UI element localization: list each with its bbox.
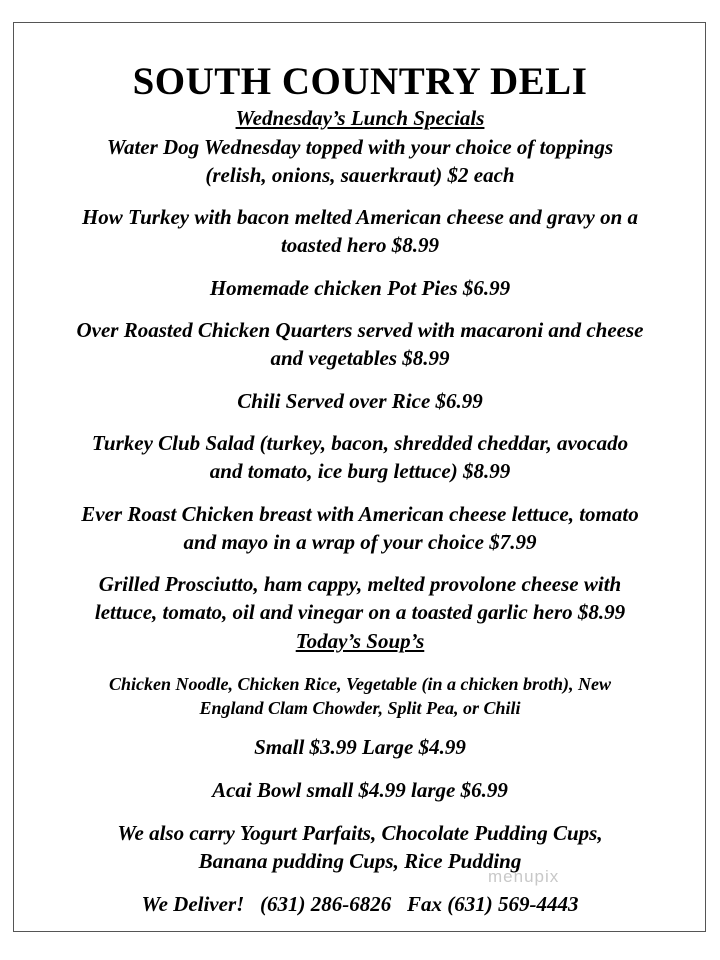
deli-title: SOUTH COUNTRY DELI <box>132 60 588 103</box>
special-chili: Chili Served over Rice $6.99 <box>237 389 483 413</box>
menupix-watermark: menupix <box>488 867 560 886</box>
special-water-dog-line2: (relish, onions, sauerkraut) $2 each <box>205 163 515 187</box>
special-turkey-club-line1: Turkey Club Salad (turkey, bacon, shredded cheddar, avocado <box>91 431 629 455</box>
contact-line: We Deliver! (631) 286-6826 Fax (631) 569-4443 <box>141 892 579 916</box>
soup-prices: Small $3.99 Large $4.99 <box>254 735 466 759</box>
special-turkey-club-line2: and tomato, ice burg lettuce) $8.99 <box>209 459 511 483</box>
soup-list-line2: England Clam Chowder, Split Pea, or Chili <box>199 698 521 718</box>
soups-heading: Today’s Soup’s <box>295 629 425 653</box>
special-prosciutto-line2: lettuce, tomato, oil and vinegar on a toasted garlic hero $8.99 <box>94 600 626 624</box>
special-roasted-chicken-line1: Over Roasted Chicken Quarters served with macaroni and cheese <box>76 318 644 342</box>
lunch-specials-heading: Wednesday’s Lunch Specials <box>235 106 485 130</box>
special-chicken-wrap-line1: Ever Roast Chicken breast with American cheese lettuce, tomato <box>81 502 639 526</box>
special-hot-turkey-line1: How Turkey with bacon melted American cheese and gravy on a <box>81 205 639 229</box>
acai-bowl: Acai Bowl small $4.99 large $6.99 <box>212 778 508 802</box>
special-pot-pies: Homemade chicken Pot Pies $6.99 <box>209 276 511 300</box>
special-water-dog-line1: Water Dog Wednesday topped with your choice of toppings <box>106 135 614 159</box>
also-carry-line1: We also carry Yogurt Parfaits, Chocolate Pudding Cups, <box>117 821 603 845</box>
special-chicken-wrap-line2: and mayo in a wrap of your choice $7.99 <box>183 530 537 554</box>
soup-list-line1: Chicken Noodle, Chicken Rice, Vegetable (in a chicken broth), New <box>109 674 611 694</box>
special-hot-turkey-line2: toasted hero $8.99 <box>280 233 440 257</box>
special-roasted-chicken-line2: and vegetables $8.99 <box>270 346 450 370</box>
also-carry-line2: Banana pudding Cups, Rice Pudding <box>198 849 522 873</box>
special-prosciutto-line1: Grilled Prosciutto, ham cappy, melted provolone cheese with <box>98 572 622 596</box>
